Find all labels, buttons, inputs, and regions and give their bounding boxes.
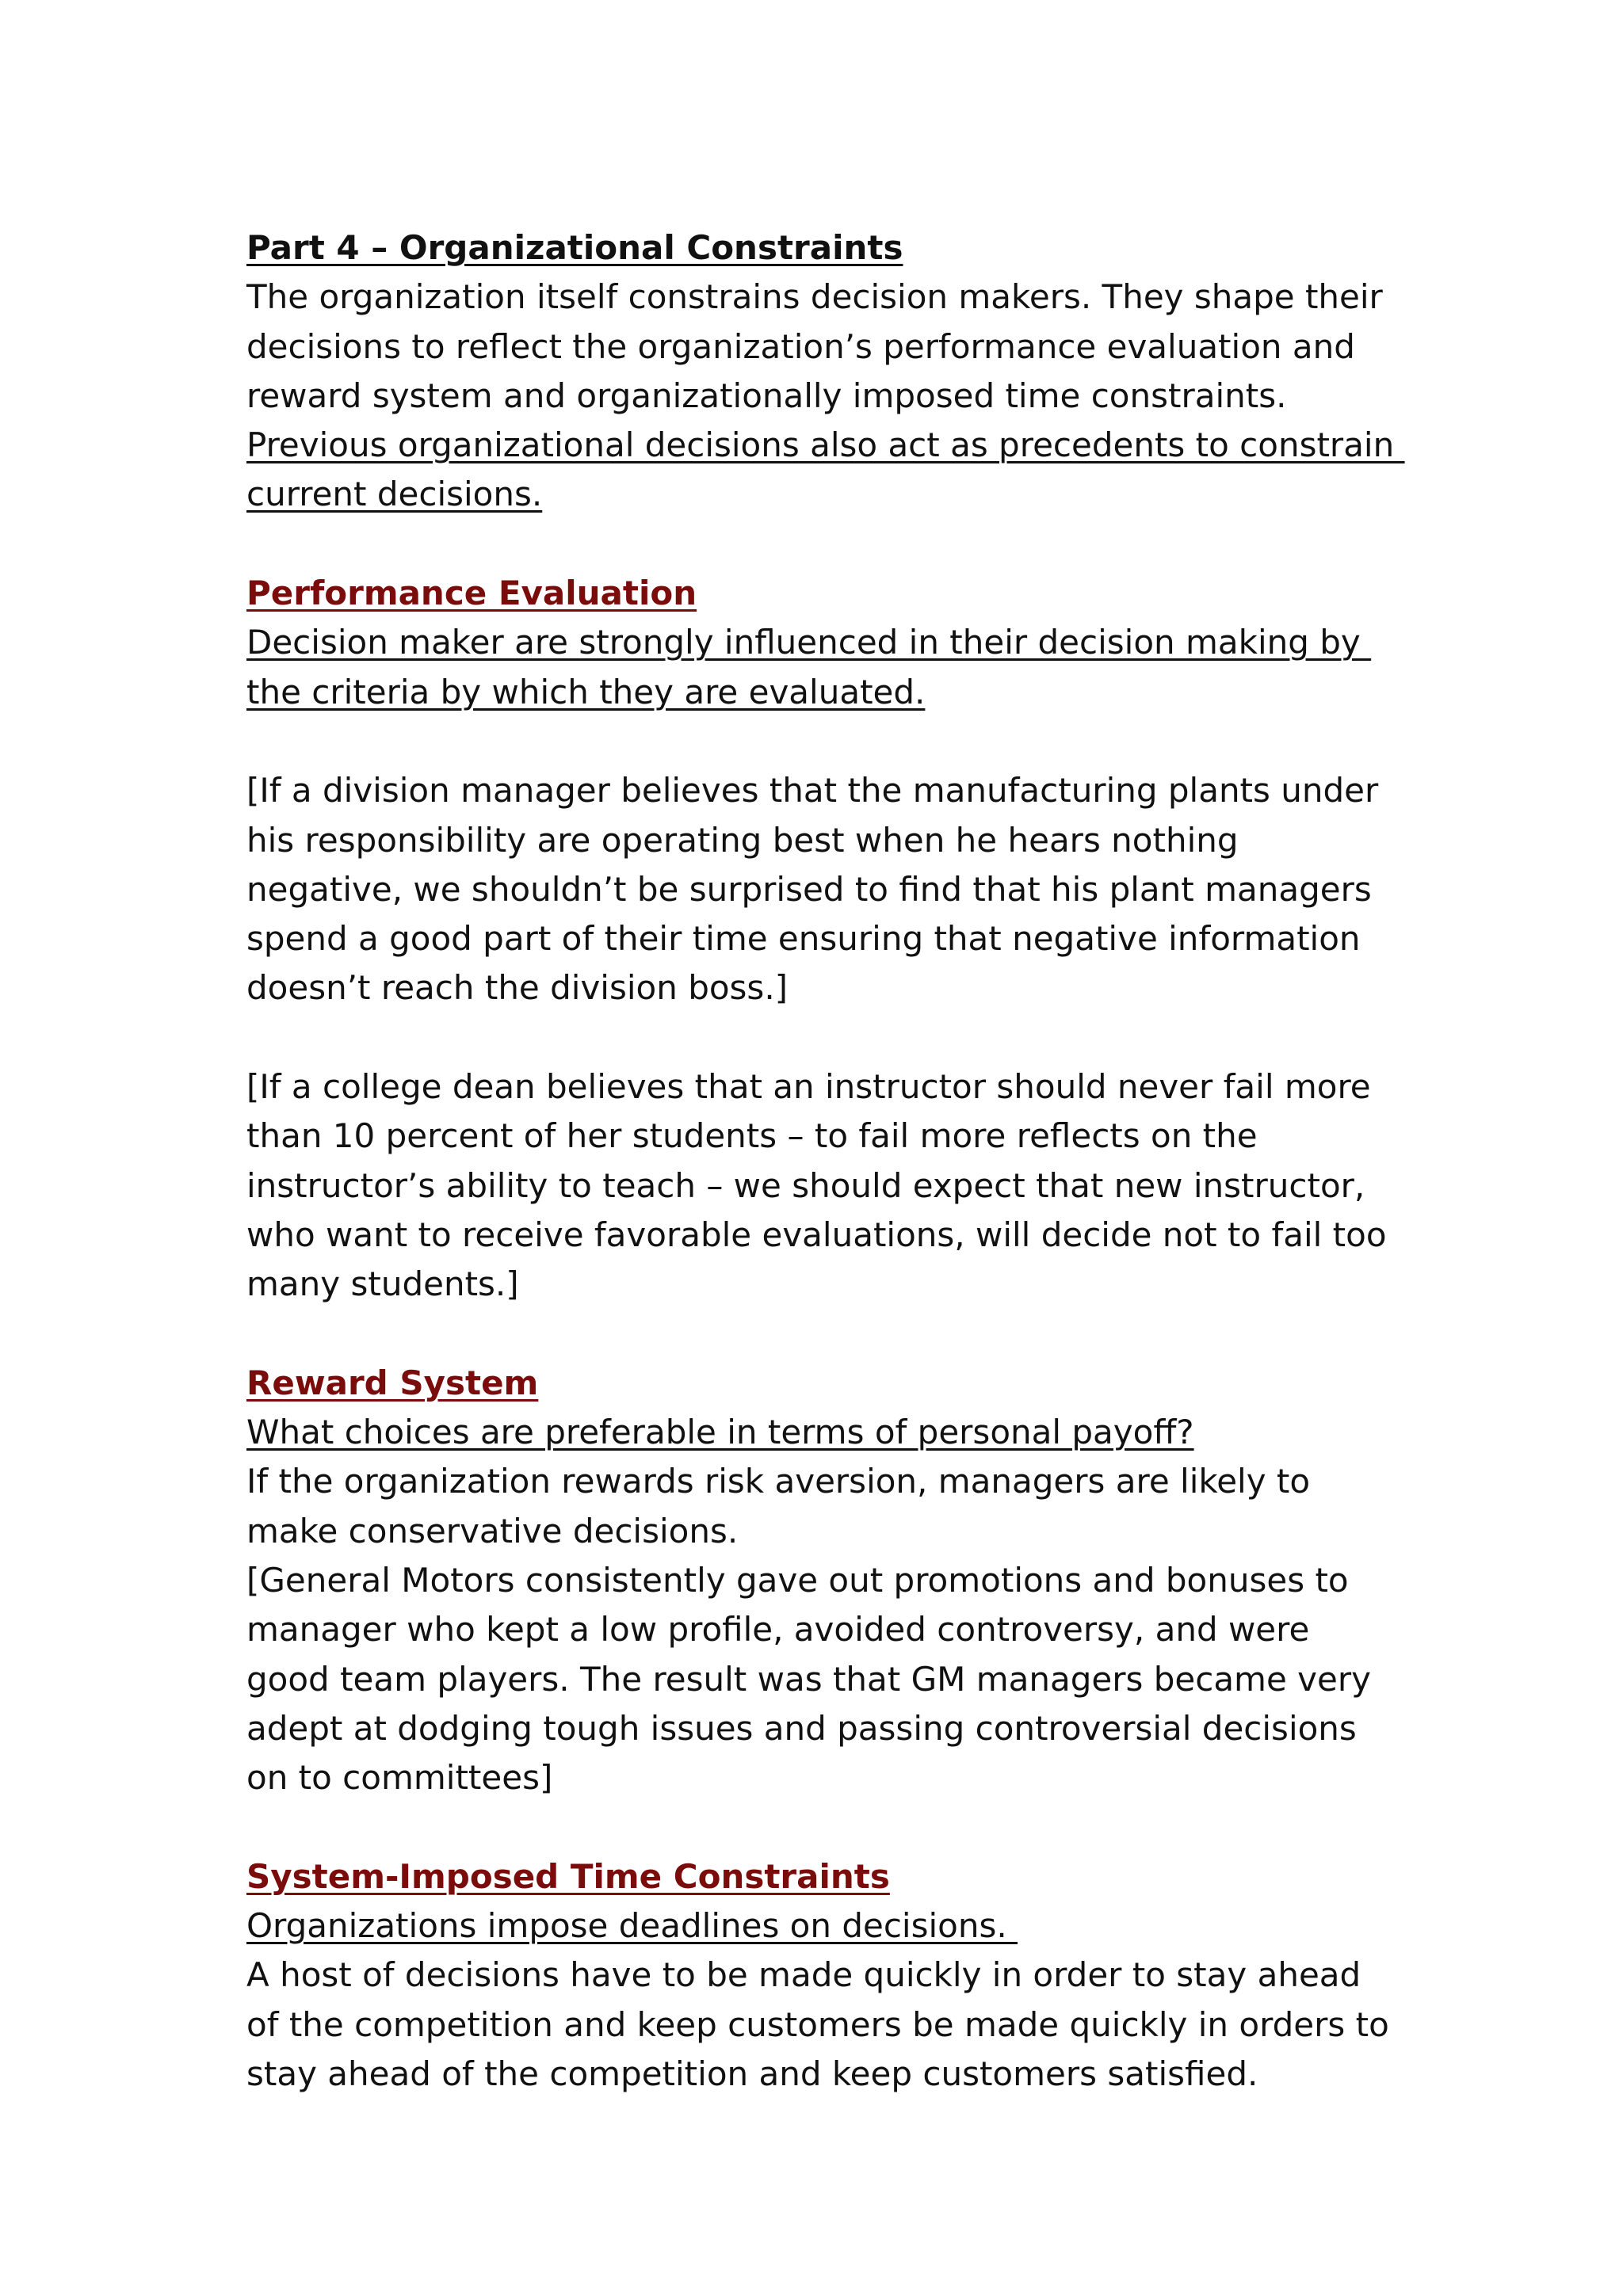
intro-underlined-line: current decisions. (246, 475, 543, 514)
reward-underlined-line: What choices are preferable in terms of personal payoff? (246, 1413, 1194, 1452)
section-heading-performance-evaluation: Performance Evaluation (246, 574, 697, 613)
performance-underlined-line: Decision maker are strongly influenced in their decision making by (246, 623, 1372, 662)
performance-example1-line: [If a division manager believes that the manufacturing plants under (246, 771, 1379, 810)
spacer (246, 520, 1419, 569)
performance-example1-line: his responsibility are operating best when he hears nothing (246, 820, 1239, 860)
document-body (246, 223, 1419, 2099)
reward-line: If the organization rewards risk aversion, managers are likely to (246, 1462, 1311, 1501)
performance-example2-line: [If a college dean believes that an instructor should never fail more (246, 1067, 1371, 1107)
performance-underlined-line: the criteria by which they are evaluated. (246, 672, 926, 711)
reward-line: adept at dodging tough issues and passing controversial decisions (246, 1708, 1357, 1748)
reward-line: on to committees] (246, 1758, 553, 1798)
performance-example1-line: spend a good part of their time ensuring that negative information (246, 919, 1361, 959)
time-line: A host of decisions have to be made quickly in order to stay ahead (246, 1955, 1361, 1995)
performance-example2-line: many students.] (246, 1264, 519, 1304)
performance-example1-line: negative, we shouldn’t be surprised to find that his plant managers (246, 869, 1372, 909)
reward-line: [General Motors consistently gave out promotions and bonuses to (246, 1561, 1349, 1600)
performance-example2-line: than 10 percent of her students – to fail more reflects on the (246, 1116, 1258, 1156)
spacer (246, 1310, 1419, 1359)
reward-line: good team players. The result was that GM managers became very (246, 1659, 1371, 1699)
section-heading-reward-system: Reward System (246, 1363, 539, 1402)
spacer (246, 1803, 1419, 1852)
performance-example2-line: instructor’s ability to teach – we should expect that new instructor, (246, 1165, 1365, 1205)
intro-underlined-line: Previous organizational decisions also act as precedents to constrain (246, 425, 1405, 465)
performance-example2-line: who want to receive favorable evaluations, will decide not to fail too (246, 1215, 1387, 1254)
intro-line: The organization itself constrains decision makers. They shape their (246, 277, 1383, 317)
spacer (246, 717, 1419, 766)
time-line: stay ahead of the competition and keep customers satisfied. (246, 2054, 1258, 2093)
time-underlined-line: Organizations impose deadlines on decisions. (246, 1906, 1018, 1946)
time-line: of the competition and keep customers be made quickly in orders to (246, 2004, 1389, 2044)
spacer (246, 1013, 1419, 1062)
intro-line: reward system and organizationally imposed time constraints. (246, 376, 1287, 415)
reward-line: manager who kept a low profile, avoided controversy, and were (246, 1610, 1310, 1650)
intro-line: decisions to reflect the organization’s performance evaluation and (246, 326, 1355, 366)
section-heading-time-constraints: System-Imposed Time Constraints (246, 1856, 890, 1896)
performance-example1-line: doesn’t reach the division boss.] (246, 968, 789, 1008)
page-title: Part 4 – Organizational Constraints (246, 228, 903, 267)
reward-line: make conservative decisions. (246, 1511, 739, 1550)
